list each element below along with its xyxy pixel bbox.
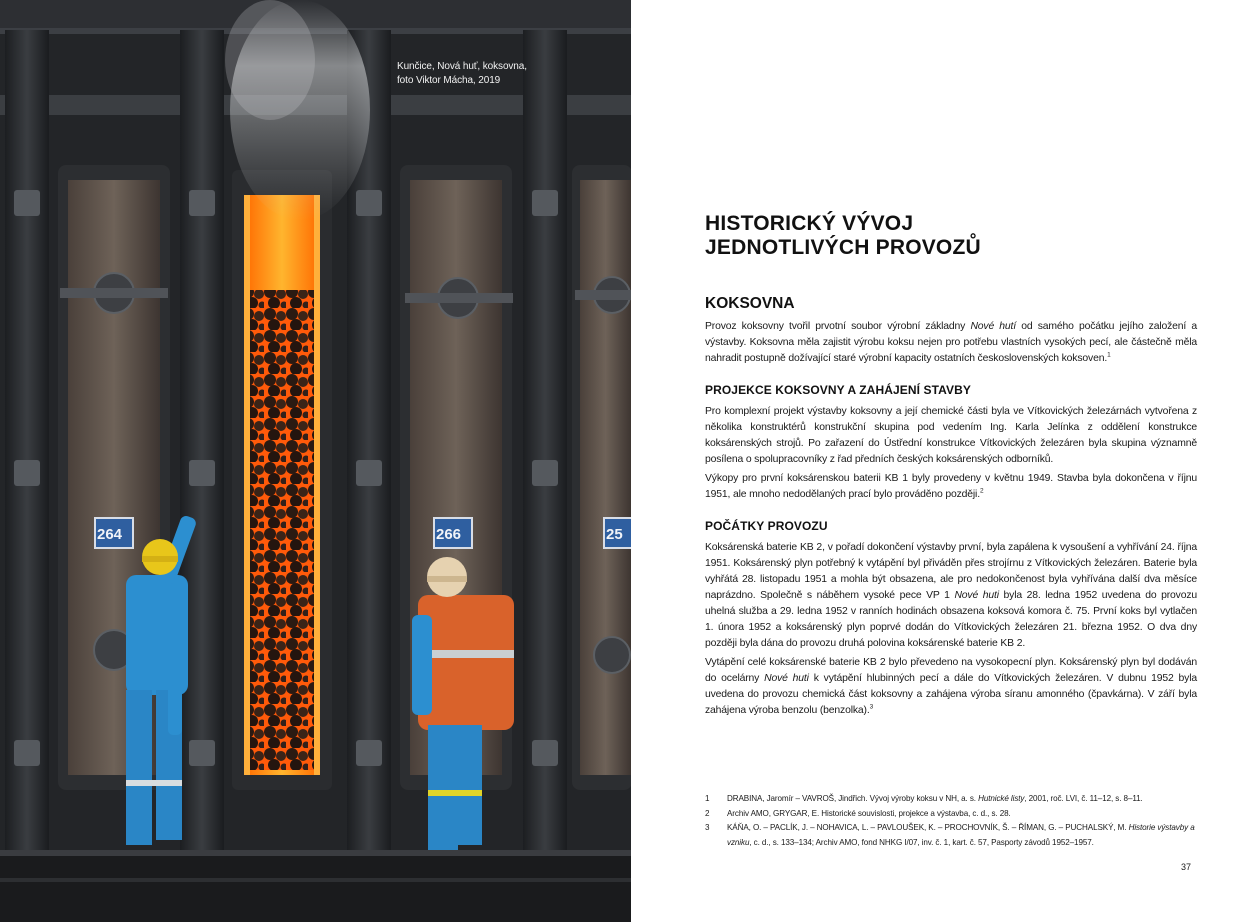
footnote-ref-2[interactable]: 2: [979, 487, 984, 495]
chapter-title-line-2: JEDNOTLIVÝCH PROVOZŮ: [705, 236, 981, 259]
chapter-title-line-1: HISTORICKÝ VÝVOJ: [705, 212, 914, 235]
projekce-paragraph-1: Pro komplexní projekt výstavby koksovny a její chemické části byla ve Vítkovických železárnách vytvořena z několika konstruktérů konstrukční skupina pod vedením Ing. Karla Jelínka z oddělení konstrukce koksárenských strojů. Po zařazení do Ústřední konstrukce Vítkovických železáren byla skupina významně posílena o spolupracovníky z řad předních českých koksárenských odborníků.: [705, 406, 1197, 465]
text-page: [631, 0, 1260, 922]
footnote-number: 1: [705, 794, 710, 803]
door-number-264: 264: [97, 526, 123, 543]
pocatky-paragraph-1: Koksárenská baterie KB 2, v pořadí dokončení výstavby první, byla zapálena k vysoušení a vyhřívání 24. října 1951. Koksárenský plyn potřebný k vytápění byl přiváděn přes strojírnu z Vítkovických železáren. Baterie byla vyhřátá 28. listopadu 1951 a mohla být obsazena, ale pro nedokončenost byla vyhřívána další dva měsíce naprázdno. Společně s náběhem vysoké pece VP 1 Nové huti byla 28. ledna 1952 uvedena do provozu uhelná služba a 29. ledna 1952 v ranních hodinách obsazena koksová komora č. 75. První koks byl vytlačen 1. února 1952 a koksárenský plyn poprvé dodán do Vítkovických železáren 21. března 1952. O dva dny později byla dána do provozu druhá polovina koksárenské baterie KB 2.: [705, 542, 1198, 649]
subsection-heading-pocatky: POČÁTKY PROVOZU: [705, 519, 828, 533]
footnote-number: 2: [705, 808, 710, 818]
door-number-266: 266: [436, 526, 462, 543]
projekce-paragraph-2: Výkopy pro první koksárenskou baterii KB 1 byly provedeny v květnu 1949. Stavba byla dokončena v říjnu 1951, ale mnoho nedodělaných prací bylo prováděno později.$^2$: [705, 473, 1197, 500]
door-number-25: 25: [606, 526, 623, 543]
section-heading: KOKSOVNA: [705, 295, 795, 312]
footnotes: [705, 792, 1197, 850]
chapter-title: [705, 212, 1197, 260]
footnote-ref-3[interactable]: 3: [869, 703, 874, 711]
text-column: [705, 212, 1197, 722]
pocatky-paragraph-2: Vytápění celé koksárenské baterie KB 2 bylo převedeno na vysokopecní plyn. Koksárenský plyn byl dodáván do ocelárny Nové huti k vytápění hlubinných pecí a dále do Vítkovických železáren. V dubnu 1952 byla uvedena do provozu chemická část koksovny a zahájena výroba síranu amonného (čpavkárna). V září byla zahájena výroba benzolu (benzolka).$^3$: [705, 657, 1197, 716]
caption-line-1: Kunčice, Nová huť, koksovna,: [397, 61, 527, 72]
footnote-number: 3: [705, 823, 710, 832]
footnote: 3 KÁŇA, O. – PACLÍK, J. – NOHAVICA, L. – PAVLOUŠEK, K. – PROCHOVNÍK, Š. – ŘÍMAN, G. – PUCHALSKÝ, M. Historie výstavby a vzniku, c. d., s. 133–134; Archiv AMO, fond NHKG I/07, inv. č. 1, kart. č. 57, Pasporty závodů 1952–1957.: [705, 823, 1195, 847]
subsection-heading-projekce: PROJEKCE KOKSOVNY A ZAHÁJENÍ STAVBY: [705, 383, 971, 397]
section-paragraph: Provoz koksovny tvořil prvotní soubor výrobní základny Nové hutí od samého počátku jejího založení a výstavby. Koksovna měla zajistit výrobu koksu nejen pro potřebu vlastních vysokých pecí, ale částečně měla nahradit postupně dožívající staré výrobní kapacity ostatních československých koksoven.$^1$: [705, 321, 1197, 364]
page-number: 37: [1181, 862, 1192, 872]
footnote: 2 Archiv AMO, GRYGAR, E. Historické souvislosti, projekce a výstavba, c. d., s. 28.: [705, 807, 1197, 822]
footnote: 1 DRABINA, Jaromír – VAVROŠ, Jindřich. Vývoj výroby koksu v NH, a. s. Hutnické listy, 2001, roč. LVI, č. 11–12, s. 8–11.: [705, 792, 1197, 807]
footnote-ref-1[interactable]: 1: [1107, 351, 1111, 359]
photo-caption: [397, 60, 537, 88]
caption-line-2: foto Viktor Mácha, 2019: [397, 75, 501, 86]
